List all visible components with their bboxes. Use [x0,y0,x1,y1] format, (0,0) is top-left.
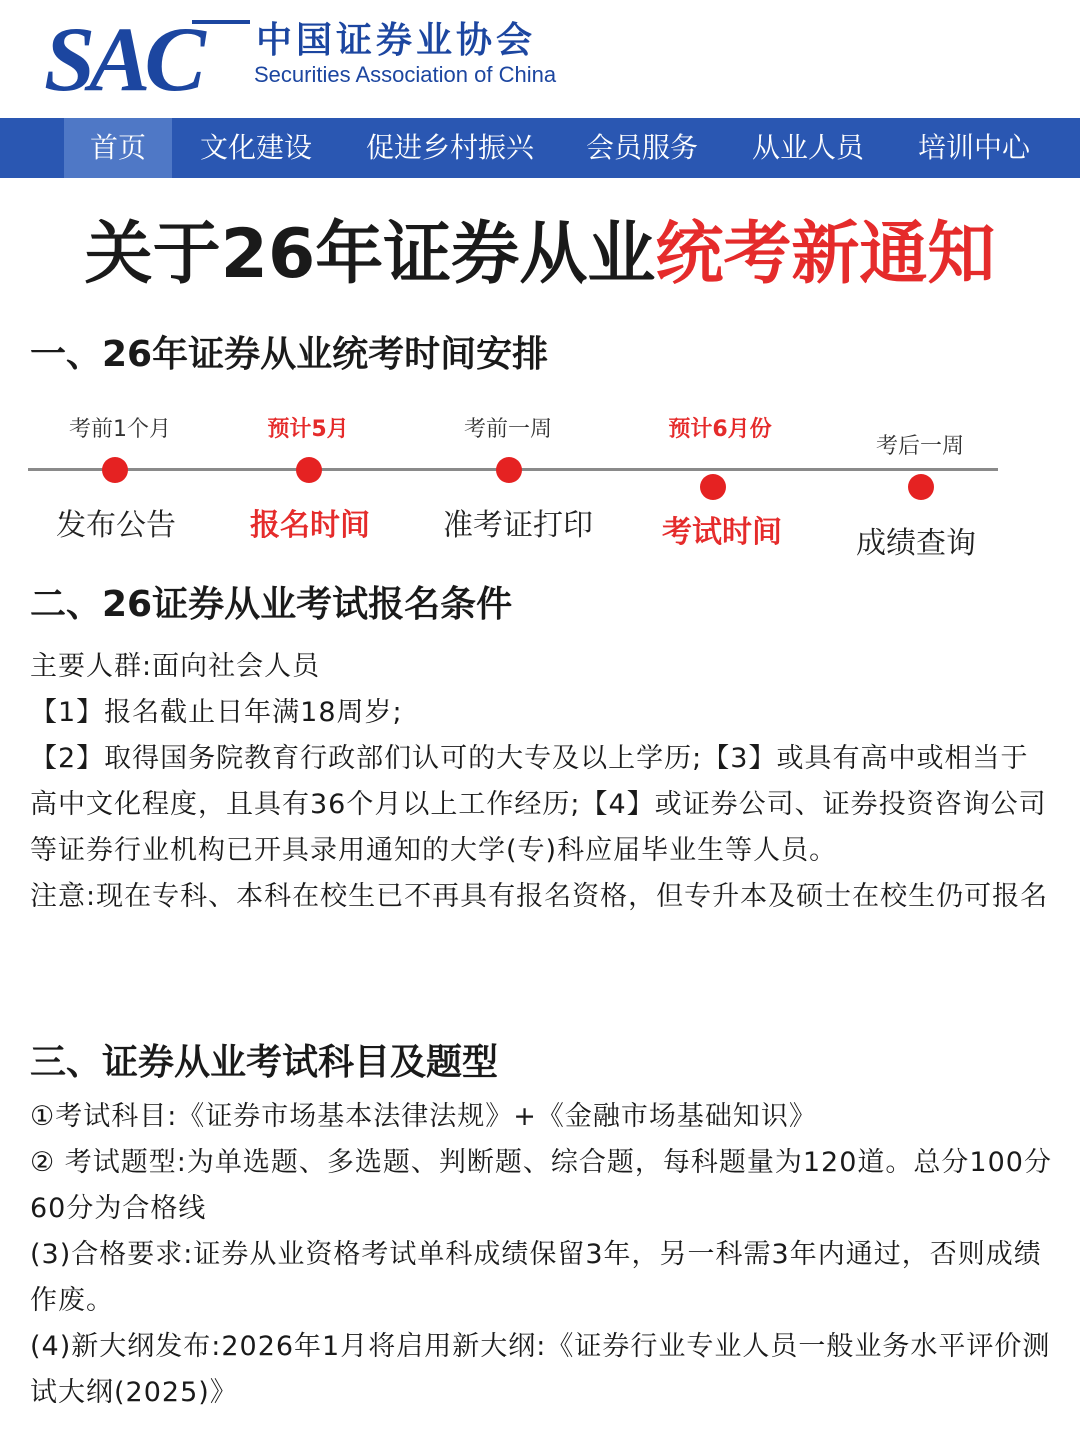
nav-item-practitioners[interactable]: 从业人员 [752,131,865,164]
timeline-dot [296,457,322,483]
timeline-bottom-4: 考试时间 [662,515,782,550]
nav-item-members[interactable]: 会员服务 [586,131,699,164]
section3-line: ② 考试题型:为单选题、多选题、判断题、综合题，每科题量为120道。总分100分60分为合格线 [30,1147,1052,1224]
site-header [0,0,1080,118]
page-title [0,200,1080,297]
timeline-dot [700,474,726,500]
section2-line: 【1】报名截止日年满18周岁; [30,697,403,728]
org-name-cn: 中国证券业协会 [256,20,537,61]
section2-line: 主要人群:面向社会人员 [30,651,321,682]
nav-item-home[interactable]: 首页 [64,118,172,178]
nav-item-rural[interactable]: 促进乡村振兴 [366,131,535,164]
org-name-en: Securities Association of China [254,62,557,87]
main-nav [0,118,1080,178]
timeline-top-2: 预计5月 [267,417,349,442]
timeline-bottom-1: 发布公告 [56,508,176,543]
timeline-dot [102,457,128,483]
section3-body [30,1094,1055,1416]
section2-body [30,644,1055,920]
section1-heading: 一、26年证券从业统考时间安排 [30,334,549,375]
title-black: 关于26年证券从业 [84,215,656,294]
section2-heading: 二、26证券从业考试报名条件 [30,584,513,625]
sac-logo[interactable] [42,10,252,100]
timeline-bottom-5: 成绩查询 [856,526,976,561]
section3-line: (3)合格要求:证券从业资格考试单科成绩保留3年，另一科需3年内通过，否则成绩作废。 [30,1239,1042,1316]
timeline-top-4: 预计6月份 [668,417,772,442]
timeline-dot [496,457,522,483]
section3-line: (4)新大纲发布:2026年1月将启用新大纲:《证券行业专业人员一般业务水平评价测试大纲(2025)》 [30,1331,1051,1408]
timeline-bottom-2: 报名时间 [250,508,370,543]
title-red: 统考新通知 [655,215,996,294]
sac-logo-text: SAC [44,10,200,100]
timeline-top-3: 考前一周 [463,417,553,442]
section3-line: ①考试科目:《证券市场基本法律法规》+《金融市场基础知识》 [30,1101,817,1132]
section2-line: 【2】取得国务院教育行政部们认可的大专及以上学历;【3】或具有高中或相当于高中文化程度，且具有36个月以上工作经历;【4】或证券公司、证券投资咨询公司等证券行业机构已开具录用通知的大学(专)科应届毕业生等人员。 [30,743,1047,866]
timeline-top-5: 考后一周 [875,434,965,459]
section2-line: 注意:现在专科、本科在校生已不再具有报名资格，但专升本及硕士在校生仍可报名 [30,881,1049,912]
timeline-bottom-3: 准考证打印 [443,508,593,543]
nav-item-culture[interactable]: 文化建设 [200,131,313,164]
nav-item-training[interactable]: 培训中心 [918,131,1031,164]
timeline-dot [908,474,934,500]
timeline-top-1: 考前1个月 [69,417,171,442]
section3-heading: 三、证券从业考试科目及题型 [30,1042,499,1083]
